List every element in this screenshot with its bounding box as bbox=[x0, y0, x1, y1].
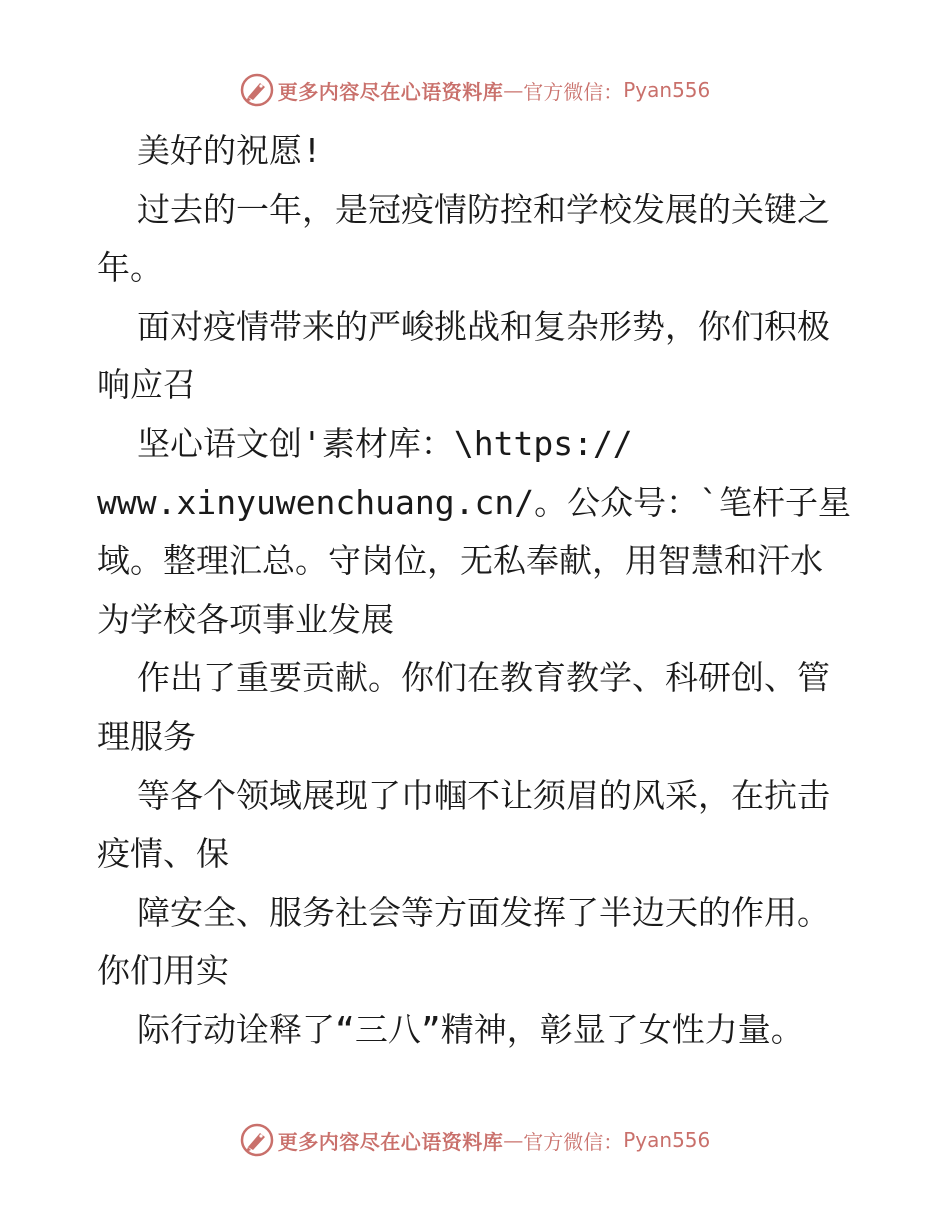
text-line: 美好的祝愿! bbox=[137, 131, 322, 170]
text-line: 响应召 bbox=[97, 365, 196, 405]
document-body bbox=[97, 122, 857, 1060]
header-banner-title: 更多内容尽在心语资料库 bbox=[277, 79, 504, 104]
footer-banner bbox=[0, 1120, 950, 1160]
footer-banner-separator: — bbox=[503, 1128, 524, 1152]
header-banner-separator: — bbox=[503, 78, 524, 102]
text-line: 域。整理汇总。守岗位，无私奉献，用智慧和汗水 bbox=[97, 541, 823, 581]
header-banner bbox=[0, 70, 950, 110]
text-line: 过去的一年，是冠疫情防控和学校发展的关键之 bbox=[137, 189, 830, 229]
header-banner-wechat-id: Pyan556 bbox=[623, 78, 711, 102]
footer-banner-wechat-label: 官方微信： bbox=[523, 1129, 624, 1154]
text-line: 面对疫情带来的严峻挑战和复杂形势，你们积极 bbox=[137, 306, 830, 346]
text-line: 你们用实 bbox=[97, 951, 229, 991]
text-line: 年。 bbox=[97, 248, 163, 288]
text-line: 际行动诠释了“三八”精神，彰显了女性力量。 bbox=[137, 1009, 804, 1049]
footer-banner-title: 更多内容尽在心语资料库 bbox=[277, 1129, 504, 1154]
footer-banner-wechat-id: Pyan556 bbox=[623, 1128, 711, 1152]
text-line: 坚心语文创'素材库：\https:// bbox=[137, 423, 633, 463]
text-line: www.xinyuwenchuang.cn/。公众号：`笔杆子星 bbox=[97, 482, 851, 522]
text-line: 理服务 bbox=[97, 716, 196, 756]
header-banner-wechat-label: 官方微信： bbox=[523, 79, 624, 104]
pen-nib-logo-icon bbox=[240, 1123, 274, 1157]
pen-nib-logo-icon bbox=[240, 73, 274, 107]
text-line: 作出了重要贡献。你们在教育教学、科研创、管 bbox=[137, 658, 830, 698]
text-line: 等各个领域展现了巾帼不让须眉的风采，在抗击 bbox=[137, 775, 830, 815]
text-line: 疫情、保 bbox=[97, 834, 229, 874]
text-line: 为学校各项事业发展 bbox=[97, 599, 394, 639]
text-line: 障安全、服务社会等方面发挥了半边天的作用。 bbox=[137, 892, 830, 932]
